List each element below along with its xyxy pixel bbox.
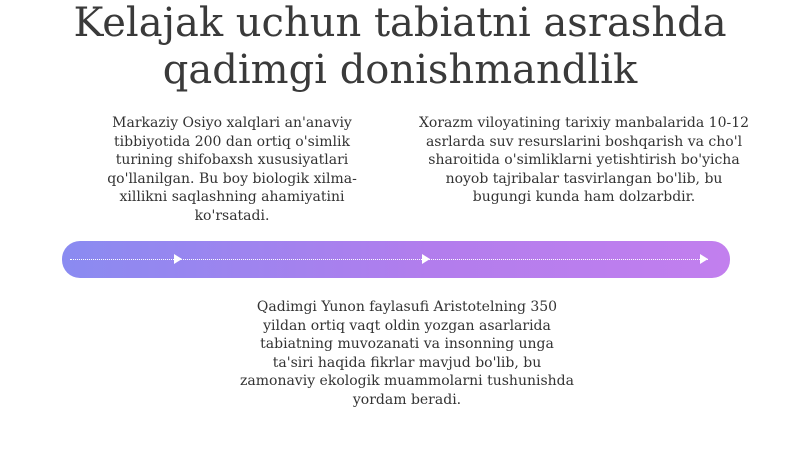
arrow-right-icon (700, 254, 708, 264)
page-title (0, 0, 800, 94)
title-line-1: Kelajak uchun tabiatni asrashda (73, 0, 727, 46)
title-line-2: qadimgi donishmandlik (162, 47, 638, 93)
text-block-right: Xorazm viloyatining tarixiy manbalarida 10-12 asrlarda suv resurslarini boshqarish va cho'l sharoitida o'simliklarni yetishtirish bo'yicha noyob tajribalar tasvirlangan bo'lib, bu bugungi kunda ham dolzarbdir. (418, 115, 750, 205)
timeline-bar (62, 241, 730, 278)
arrow-right-icon (422, 254, 430, 264)
arrow-right-icon (174, 254, 182, 264)
text-block-left: Markaziy Osiyo xalqlari an'anaviy tibbiyotida 200 dan ortiq o'simlik turining shifobaxsh xususiyatlari qo'llanilgan. Bu boy biologik xilma-xillikni saqlashning ahamiyatini ko'rsatadi. (107, 115, 357, 224)
text-block-bottom: Qadimgi Yunon faylasufi Aristotelning 350 yildan ortiq vaqt oldin yozgan asarlarida tabiatning muvozanati va insonning unga ta'siri haqida fikrlar mavjud bo'lib, bu zamonaviy ekologik muammolarni tushunishda yordam beradi. (240, 299, 574, 408)
timeline-dotted-line (70, 259, 708, 260)
